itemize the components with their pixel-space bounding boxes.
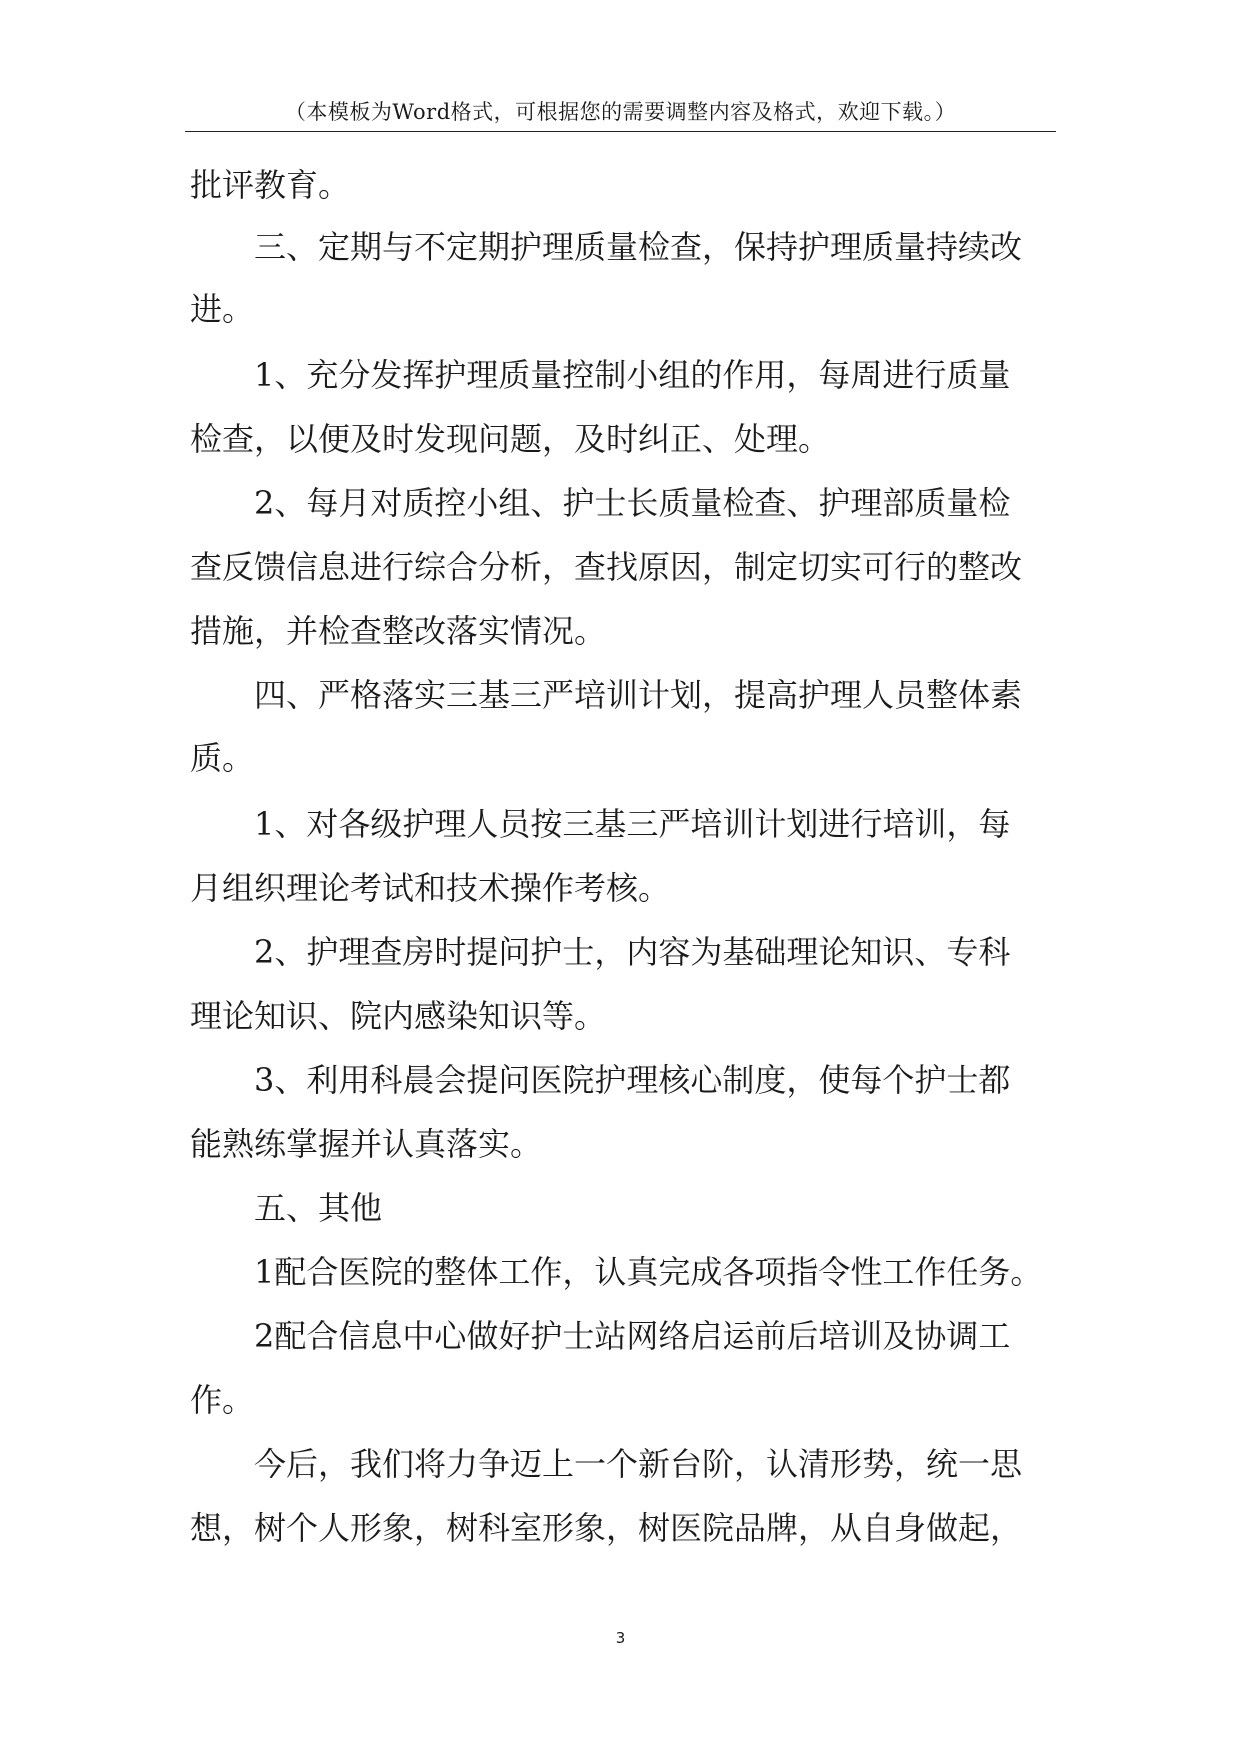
body-line: 2、护理查房时提问护士，内容为基础理论知识、专科 <box>254 933 1011 971</box>
body-line: 措施，并检查整改落实情况。 <box>190 612 607 650</box>
body-line: 2配合信息中心做好护士站网络启运前后培训及协调工 <box>254 1317 1011 1355</box>
body-line: 五、其他 <box>254 1189 383 1227</box>
body-line: 作。 <box>190 1381 255 1419</box>
body-line: 质。 <box>190 739 255 777</box>
header-rule <box>185 131 1056 132</box>
page-number: 3 <box>615 1629 626 1647</box>
body-line: 理论知识、院内感染知识等。 <box>190 997 607 1035</box>
body-line: 想，树个人形象，树科室形象，树医院品牌，从自身做起， <box>190 1509 1023 1547</box>
body-line: 2、每月对质控小组、护士长质量检查、护理部质量检 <box>254 484 1011 522</box>
body-line: 检查，以便及时发现问题，及时纠正、处理。 <box>190 420 831 458</box>
body-line: 1、充分发挥护理质量控制小组的作用，每周进行质量 <box>254 356 1011 394</box>
body-line: 1配合医院的整体工作，认真完成各项指令性工作任务。 <box>254 1253 1043 1291</box>
body-line: 批评教育。 <box>190 166 351 204</box>
page-header: （本模板为Word格式，可根据您的需要调整内容及格式，欢迎下载。） <box>284 100 957 124</box>
body-line: 进。 <box>190 290 255 328</box>
body-line: 月组织理论考试和技术操作考核。 <box>190 869 671 907</box>
body-line: 1、对各级护理人员按三基三严培训计划进行培训，每 <box>254 805 1011 843</box>
body-line: 三、定期与不定期护理质量检查，保持护理质量持续改 <box>254 228 1023 266</box>
body-line: 能熟练掌握并认真落实。 <box>190 1125 543 1163</box>
body-line: 查反馈信息进行综合分析，查找原因，制定切实可行的整改 <box>190 548 1023 586</box>
body-line: 四、严格落实三基三严培训计划，提高护理人员整体素 <box>254 676 1023 714</box>
body-line: 今后，我们将力争迈上一个新台阶，认清形势，统一思 <box>254 1445 1023 1483</box>
body-line: 3、利用科晨会提问医院护理核心制度，使每个护士都 <box>254 1061 1011 1099</box>
